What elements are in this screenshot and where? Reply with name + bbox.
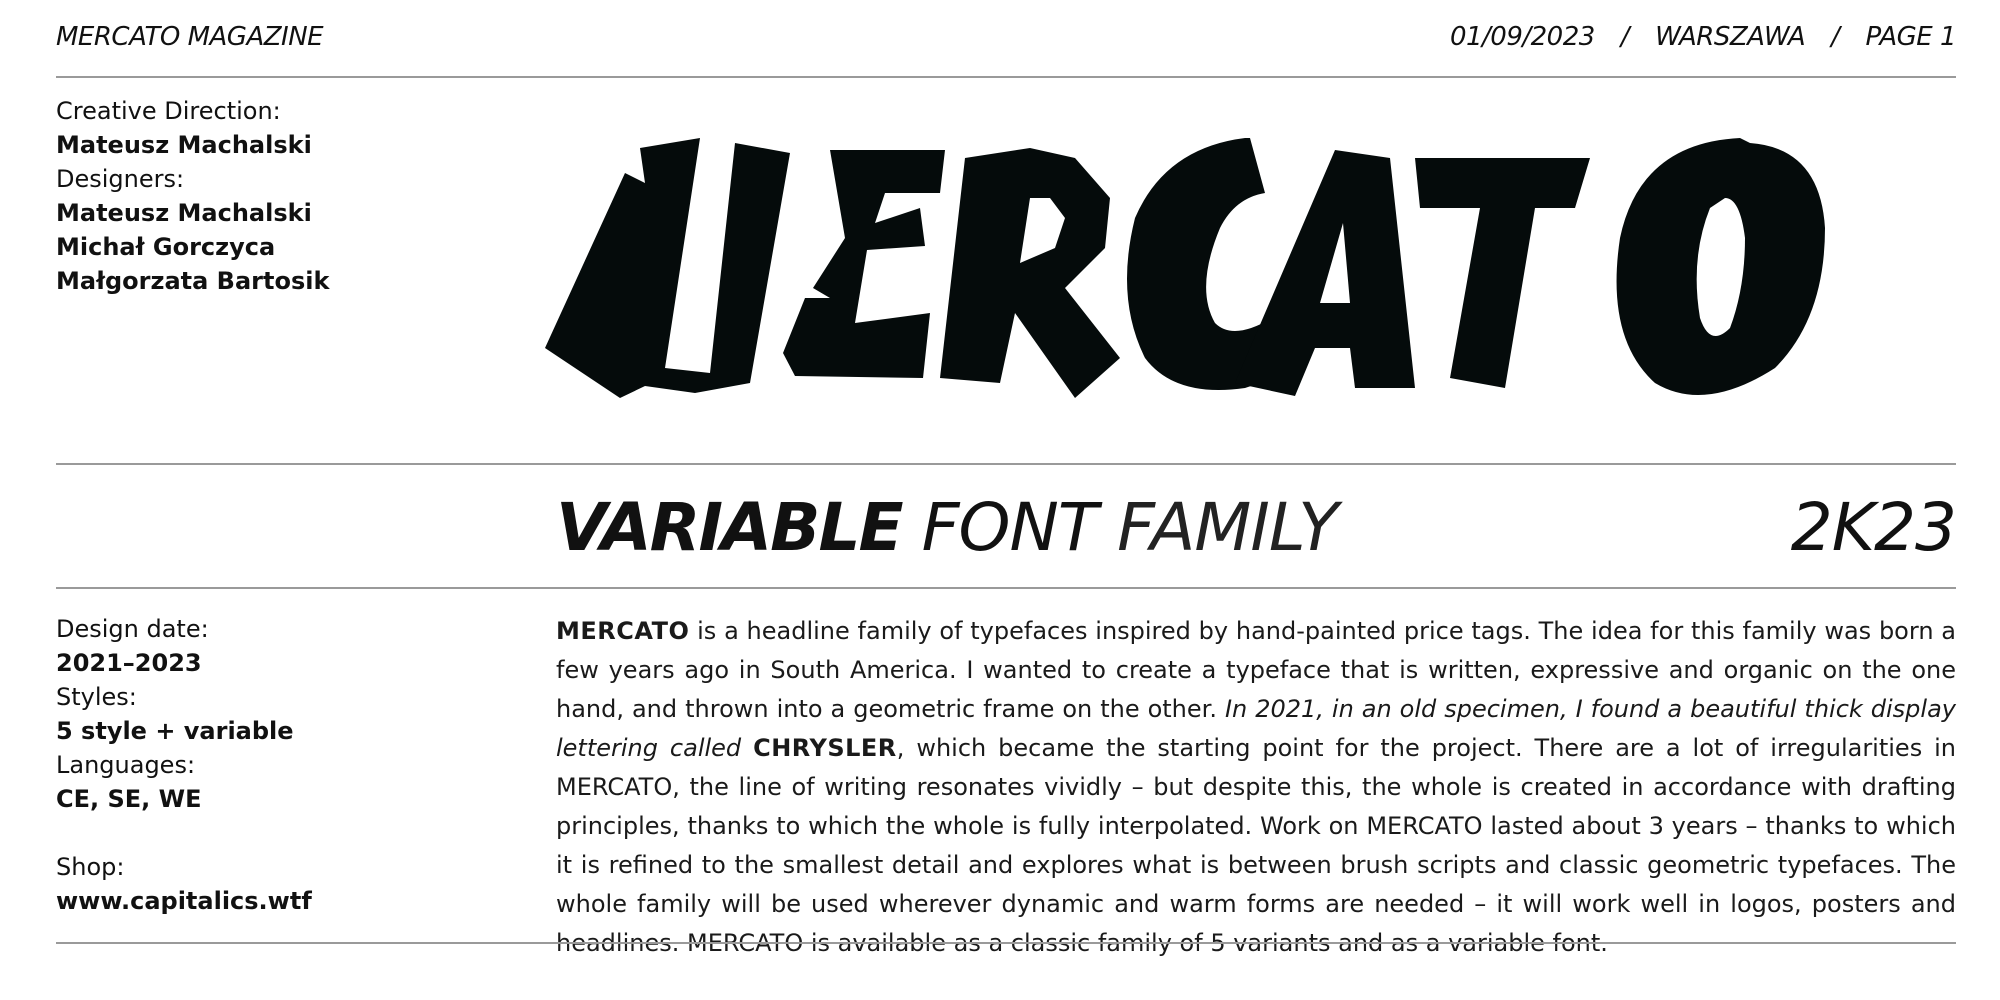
brand-name: MERCATO — [556, 773, 673, 801]
description-text: is available as a classic family of 5 variants and as a variable font. — [803, 929, 1608, 957]
issue-date: 01/09/2023 — [1449, 22, 1595, 52]
header-meta — [1450, 22, 1956, 52]
designer-name: Małgorzata Bartosik — [56, 267, 330, 295]
shop-label: Shop: — [56, 853, 125, 881]
page-number: PAGE 1 — [1865, 22, 1956, 52]
creative-direction-label: Creative Direction: — [56, 97, 281, 125]
brand-name: MERCATO — [1366, 812, 1483, 840]
magazine-title: MERCATO MAGAZINE — [56, 22, 324, 52]
description-italic: In 2021, in an old specimen, I found a beautiful thick display lettering called — [556, 695, 1956, 762]
designer-name: Mateusz Machalski — [56, 199, 312, 227]
description-text: is a headline family of typefaces inspired by hand-painted price tags. The idea for this family was born a few years ago in South America. I wanted to create a typeface that is written, expressive and organic on the one hand, and thrown into a geometric frame on the other. — [556, 617, 1956, 723]
credits-block — [56, 94, 329, 298]
mercato-wordmark — [545, 138, 1965, 408]
divider — [56, 942, 1956, 944]
year-label: 2K23 — [1790, 489, 1956, 566]
design-date-label: Design date: — [56, 615, 209, 643]
chrysler-name: CHRYSLER — [753, 734, 897, 762]
languages-value: CE, SE, WE — [56, 785, 202, 813]
description-text: , the line of writing resonates vividly – but despite this, the whole is created in accordance with drafting principles, thanks to which the whole is fully interpolated. Work on — [556, 773, 1956, 840]
brand-name: MERCATO — [556, 617, 690, 645]
description-paragraph — [556, 612, 1956, 963]
designers-label: Designers: — [56, 165, 185, 193]
divider — [56, 587, 1956, 589]
subtitle — [556, 488, 1338, 568]
creative-director: Mateusz Machalski — [56, 131, 312, 159]
city: WARSZAWA — [1655, 22, 1806, 52]
languages-label: Languages: — [56, 751, 196, 779]
brand-name: MERCATO — [687, 929, 804, 957]
subtitle-family: FAMILY — [1117, 489, 1338, 566]
description-text: lasted about 3 years – thanks to which it is refined to the smallest detail and explores what is between brush scripts and classic geometric typefaces. The whole family will be used wherever dynamic and warm forms are needed – it will work well in logos, posters and headlines. — [556, 812, 1956, 957]
shop-link[interactable]: www.capitalics.wtf — [56, 887, 312, 915]
divider — [56, 76, 1956, 78]
subtitle-variable: VARIABLE — [556, 489, 902, 566]
design-date: 2021–2023 — [56, 649, 202, 677]
separator: / — [1831, 22, 1840, 52]
divider — [56, 463, 1956, 465]
styles-label: Styles: — [56, 683, 137, 711]
wordmark-text: MERCATO — [545, 138, 550, 139]
subtitle-font: FONT — [921, 489, 1098, 566]
info-block — [56, 612, 312, 918]
designer-name: Michał Gorczyca — [56, 233, 276, 261]
styles-value: 5 style + variable — [56, 717, 294, 745]
separator: / — [1620, 22, 1630, 52]
description-text: , which became the starting point for the project. There are a lot of irregularities in — [896, 734, 1956, 762]
